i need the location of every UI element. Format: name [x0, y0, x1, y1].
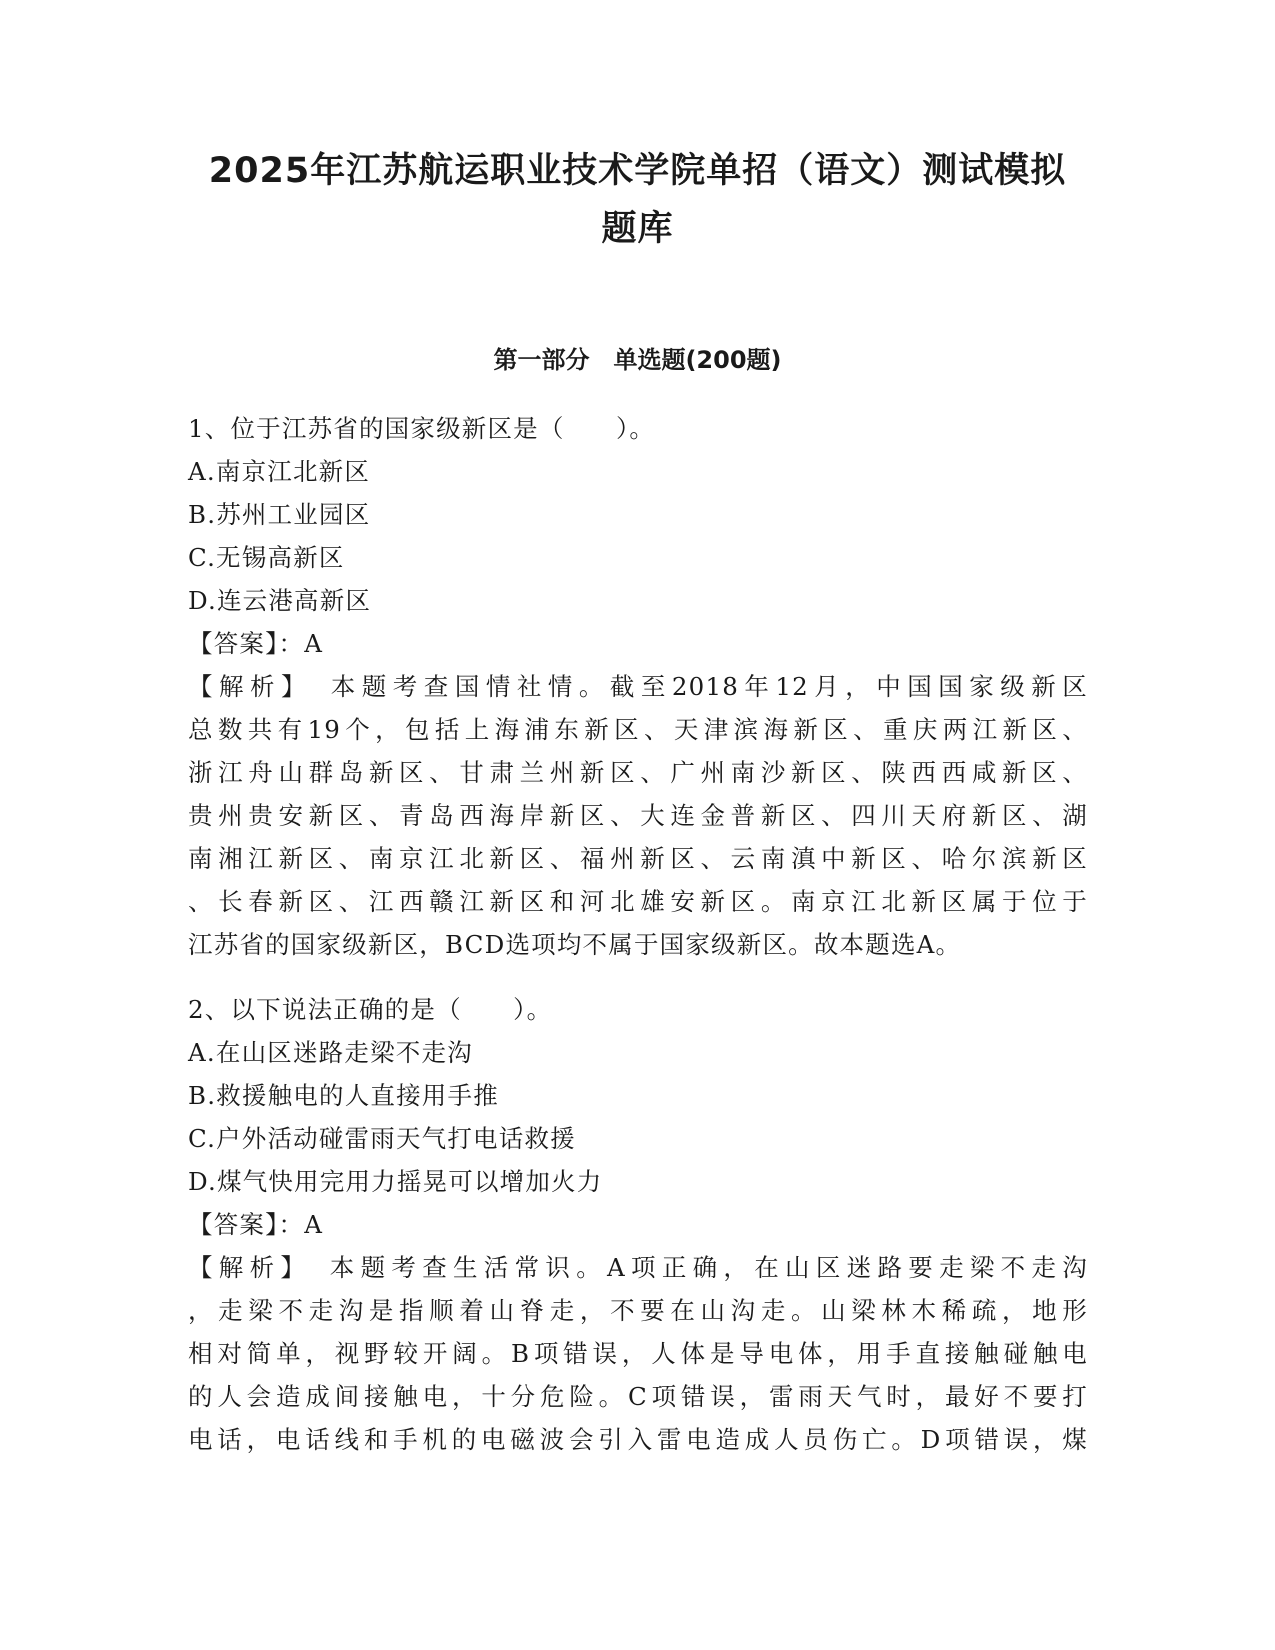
- document-title-line-1: 2025年江苏航运职业技术学院单招（语文）测试模拟: [208, 151, 1067, 191]
- question-2: [188, 988, 1088, 1461]
- document-title: [150, 142, 1125, 258]
- analysis-paragraph: [188, 1246, 1088, 1461]
- option-c: C.户外活动碰雷雨天气打电话救援: [188, 1124, 576, 1153]
- option-b: B.救援触电的人直接用手推: [188, 1081, 499, 1110]
- analysis-line: 贵州贵安新区、青岛西海岸新区、大连金普新区、四川天府新区、湖: [188, 801, 1088, 830]
- option-d: D.煤气快用完用力摇晃可以增加火力: [188, 1167, 603, 1196]
- answer-line: 【答案】：A: [188, 629, 324, 658]
- analysis-line: ，走梁不走沟是指顺着山脊走，不要在山沟走。山梁林木稀疏，地形: [188, 1296, 1088, 1325]
- analysis-paragraph: [188, 665, 1088, 966]
- option-a: A.南京江北新区: [188, 457, 371, 486]
- question-stem: 1、位于江苏省的国家级新区是（ ）。: [188, 414, 656, 443]
- option-c: C.无锡高新区: [188, 543, 345, 572]
- analysis-line: 【解析】 本题考查生活常识。A项正确，在山区迷路要走梁不走沟: [188, 1253, 1088, 1282]
- option-a: A.在山区迷路走梁不走沟: [188, 1038, 473, 1067]
- option-b: B.苏州工业园区: [188, 500, 371, 529]
- question-stem: 2、以下说法正确的是（ ）。: [188, 995, 553, 1024]
- option-d: D.连云港高新区: [188, 586, 372, 615]
- answer-line: 【答案】：A: [188, 1210, 324, 1239]
- analysis-line: 江苏省的国家级新区，BCD选项均不属于国家级新区。故本题选A。: [188, 930, 962, 959]
- analysis-line: 南湘江新区、南京江北新区、福州新区、云南滇中新区、哈尔滨新区: [188, 844, 1088, 873]
- analysis-line: 电话，电话线和手机的电磁波会引入雷电造成人员伤亡。D项错误，煤: [188, 1425, 1088, 1454]
- section-heading: 第一部分 单选题(200题): [493, 346, 782, 374]
- question-1: [188, 407, 1088, 966]
- analysis-line: 相对简单，视野较开阔。B项错误，人体是导电体，用手直接触碰触电: [188, 1339, 1088, 1368]
- analysis-line: 的人会造成间接触电，十分危险。C项错误，雷雨天气时，最好不要打: [188, 1382, 1088, 1411]
- analysis-line: 总数共有19个，包括上海浦东新区、天津滨海新区、重庆两江新区、: [188, 715, 1088, 744]
- analysis-line: 浙江舟山群岛新区、甘肃兰州新区、广州南沙新区、陕西西咸新区、: [188, 758, 1088, 787]
- analysis-line: 【解析】 本题考查国情社情。截至2018年12月，中国国家级新区: [188, 672, 1088, 701]
- document-title-line-2: 题库: [601, 209, 674, 249]
- analysis-line: 、长春新区、江西赣江新区和河北雄安新区。南京江北新区属于位于: [188, 887, 1088, 916]
